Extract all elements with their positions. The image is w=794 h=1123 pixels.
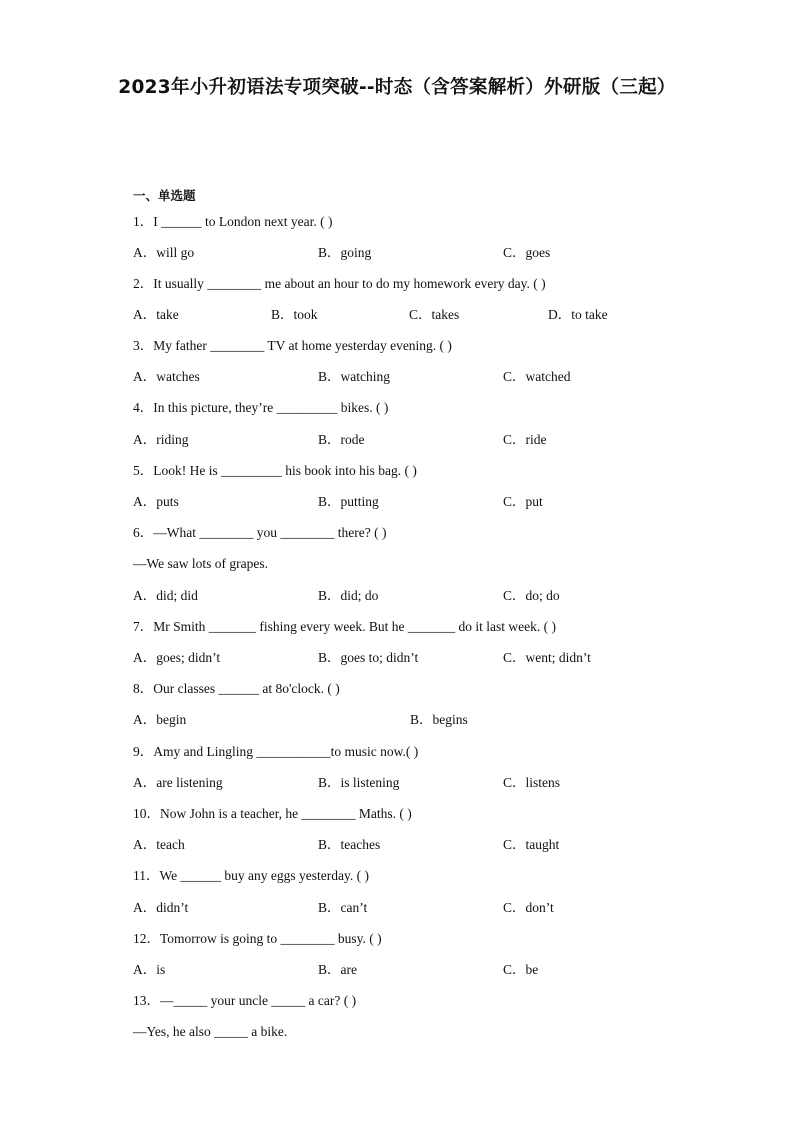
answer-option[interactable]: C．taught [503,837,560,852]
answer-option[interactable]: B．teaches [318,837,381,852]
answer-option[interactable]: A．is [133,962,166,977]
answer-option[interactable]: C．goes [503,245,551,260]
answer-option[interactable]: B．are [318,962,357,977]
question-stem: 10．Now John is a teacher, he ________ Maths. ( ) [133,806,412,821]
answer-option[interactable]: C．watched [503,369,571,384]
answer-option[interactable]: A．riding [133,432,189,447]
answer-option[interactable]: C．be [503,962,539,977]
question-stem: 6．—What ________ you ________ there? ( ) [133,525,387,540]
answer-option[interactable]: A．begin [133,712,187,727]
answer-option[interactable]: B．took [271,307,318,322]
answer-option[interactable]: A．watches [133,369,200,384]
answer-option[interactable]: C．don’t [503,900,554,915]
answer-option[interactable]: B．did; do [318,588,379,603]
question-stem: 8．Our classes ______ at 8o'clock. ( ) [133,681,340,696]
answer-option[interactable]: B．goes to; didn’t [318,650,419,665]
answer-option[interactable]: B．rode [318,432,365,447]
answer-option[interactable]: B．begins [410,712,468,727]
answer-option[interactable]: B．watching [318,369,390,384]
question-stem: 5．Look! He is _________ his book into his bag. ( ) [133,463,417,478]
answer-option[interactable]: C．ride [503,432,547,447]
question-dialogue-line: —We saw lots of grapes. [133,556,269,571]
answer-option[interactable]: A．did; did [133,588,198,603]
question-stem: 1．I ______ to London next year. ( ) [133,214,333,229]
answer-option[interactable]: A．are listening [133,775,223,790]
question-stem: 4．In this picture, they’re _________ bikes. ( ) [133,400,389,415]
answer-option[interactable]: A．will go [133,245,195,260]
answer-option[interactable]: C．takes [409,307,460,322]
answer-option[interactable]: A．goes; didn’t [133,650,221,665]
answer-option[interactable]: A．puts [133,494,179,509]
question-stem: 9．Amy and Lingling ___________to music now.( ) [133,744,419,759]
question-stem: 2．It usually ________ me about an hour to do my homework every day. ( ) [133,276,546,291]
answer-option[interactable]: B．going [318,245,372,260]
question-stem: 7．Mr Smith _______ fishing every week. But he _______ do it last week. ( ) [133,619,556,634]
question-stem: 11．We ______ buy any eggs yesterday. ( ) [133,868,369,883]
section-heading: 一、单选题 [133,188,196,203]
question-stem: 13．—_____ your uncle _____ a car? ( ) [133,993,357,1008]
answer-option[interactable]: B．can’t [318,900,368,915]
answer-option[interactable]: B．is listening [318,775,400,790]
answer-option[interactable]: D．to take [548,307,608,322]
answer-option[interactable]: C．put [503,494,543,509]
question-stem: 3．My father ________ TV at home yesterday evening. ( ) [133,338,452,353]
question-stem: 12．Tomorrow is going to ________ busy. ( ) [133,931,382,946]
page-title: 2023年小升初语法专项突破--时态（含答案解析）外研版（三起） [118,77,676,98]
answer-option[interactable]: A．didn’t [133,900,189,915]
answer-option[interactable]: C．do; do [503,588,560,603]
answer-option[interactable]: B．putting [318,494,379,509]
answer-option[interactable]: A．take [133,307,179,322]
answer-option[interactable]: C．listens [503,775,561,790]
answer-option[interactable]: C．went; didn’t [503,650,591,665]
question-dialogue-line: —Yes, he also _____ a bike. [133,1024,288,1039]
answer-option[interactable]: A．teach [133,837,185,852]
